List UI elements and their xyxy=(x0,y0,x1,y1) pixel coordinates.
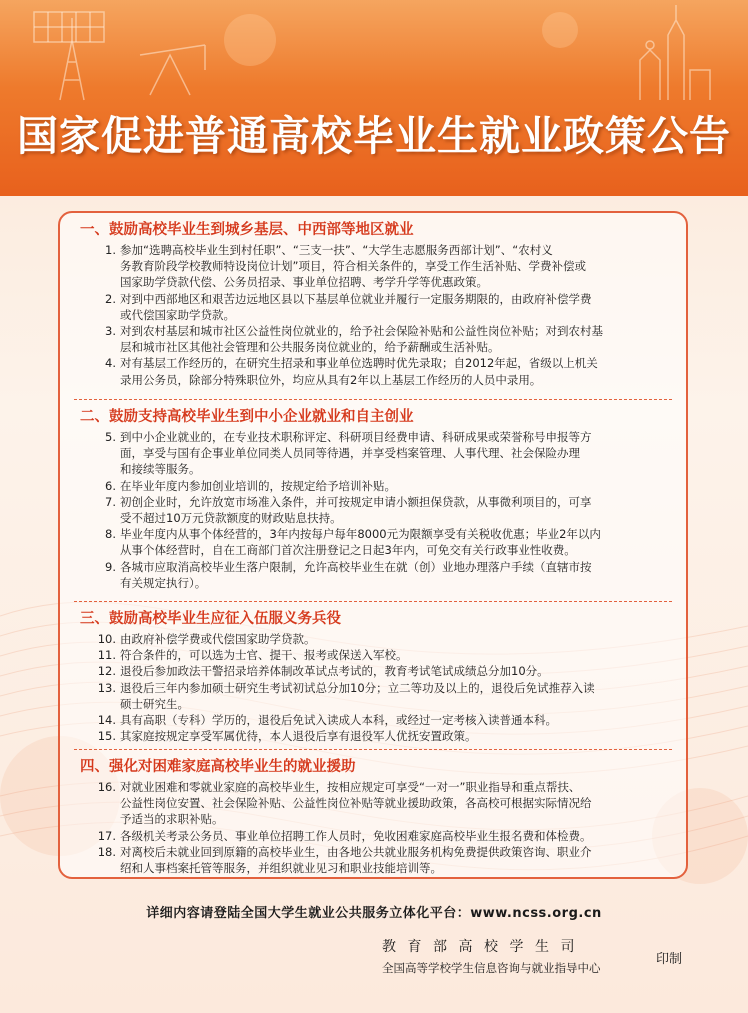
item-number: 11. xyxy=(97,648,116,663)
item-line: 对离校后未就业回到原籍的高校毕业生，由各地公共就业服务机构免费提供政策咨询、职业介 xyxy=(120,844,592,859)
item-line: 初创企业时，允许放宽市场准入条件，并可按规定申请小额担保贷款，从事微利项目的，可享 xyxy=(120,494,592,509)
issuing-office: 教育部高校学生司 xyxy=(382,939,586,955)
item-line: 对有基层工作经历的，在研究生招录和事业单位选聘时优先录取；自2012年起，省级以上机关 xyxy=(120,356,598,371)
printed-label: 印制 xyxy=(656,952,683,967)
issuing-center: 全国高等学校学生信息咨询与就业指导中心 xyxy=(382,961,601,975)
section-title: 四、强化对困难家庭高校毕业生的就业援助 xyxy=(80,759,356,775)
item-number: 14. xyxy=(97,713,116,728)
policy-item xyxy=(76,663,674,679)
section-divider xyxy=(74,749,672,750)
item-number: 6. xyxy=(105,478,116,493)
item-number: 16. xyxy=(97,780,116,794)
item-line: 在毕业年度内参加创业培训的，按规定给予培训补贴。 xyxy=(120,478,396,493)
policy-item xyxy=(76,323,674,355)
item-line: 参加“选聘高校毕业生到村任职”、“三支一扶”、“大学生志愿服务西部计划”、“农村义 xyxy=(120,243,553,257)
item-number: 13. xyxy=(97,680,116,695)
item-line: 绍和人事档案托管等服务，并组织就业见习和职业技能培训等。 xyxy=(120,861,442,876)
item-line: 和接续等服务。 xyxy=(120,462,201,477)
item-number: 15. xyxy=(97,729,116,744)
policy-item xyxy=(76,828,674,844)
section-1 xyxy=(76,221,674,388)
item-line: 国家助学贷款代偿、公务员招录、事业单位招聘、考学升学等优惠政策。 xyxy=(120,275,488,290)
item-number: 8. xyxy=(105,527,116,542)
policy-item xyxy=(76,680,674,712)
item-line: 毕业年度内从事个体经营的，3年内按每户每年8000元为限额享受有关税收优惠；毕业2年以内 xyxy=(120,527,601,542)
item-line: 予适当的求职补贴。 xyxy=(120,812,224,827)
item-number: 3. xyxy=(105,324,116,339)
item-line: 对到中西部地区和艰苦边远地区县以下基层单位就业并履行一定服务期限的，由政府补偿学费 xyxy=(120,291,592,306)
policy-item xyxy=(76,291,674,323)
item-line: 到中小企业就业的，在专业技术职称评定、科研项目经费申请、科研成果或荣誉称号申报等方 xyxy=(120,430,592,444)
policy-item xyxy=(76,779,674,828)
item-number: 2. xyxy=(105,291,116,306)
policy-item xyxy=(76,494,674,526)
policy-item xyxy=(76,647,674,663)
item-line: 由政府补偿学费或代偿国家助学贷款。 xyxy=(120,632,316,646)
section-3 xyxy=(76,610,674,744)
website-line: 详细内容请登陆全国大学生就业公共服务立体化平台：www.ncss.org.cn xyxy=(146,906,602,921)
skyline-decoration xyxy=(0,0,748,196)
item-number: 7. xyxy=(105,494,116,509)
item-line: 或代偿国家助学贷款。 xyxy=(120,307,235,322)
item-number: 5. xyxy=(105,430,116,444)
item-number: 17. xyxy=(97,828,116,843)
policy-item xyxy=(76,712,674,728)
header-banner xyxy=(0,0,748,196)
item-number: 12. xyxy=(97,664,116,679)
item-line: 具有高职（专科）学历的，退役后免试入读成人本科，或经过一定考核入读普通本科。 xyxy=(120,713,557,728)
item-line: 公益性岗位安置、社会保险补贴、公益性岗位补贴等就业援助政策，各高校可根据实际情况给 xyxy=(120,796,592,811)
policy-item xyxy=(76,631,674,647)
section-4 xyxy=(76,758,674,876)
item-line: 各城市应取消高校毕业生落户限制，允许高校毕业生在就（创）业地办理落户手续（直辖市按 xyxy=(120,559,592,574)
policy-item xyxy=(76,728,674,744)
item-line: 各级机关考录公务员、事业单位招聘工作人员时，免收困难家庭高校毕业生报名费和体检费。 xyxy=(120,828,592,843)
item-line: 对就业困难和零就业家庭的高校毕业生，按相应规定可享受“一对一”职业指导和重点帮扶、 xyxy=(120,780,581,794)
item-line: 从事个体经营时，自在工商部门首次注册登记之日起3年内，可免交有关行政事业性收费。 xyxy=(120,543,576,558)
policy-item xyxy=(76,242,674,291)
item-number: 1. xyxy=(105,243,116,257)
policy-item xyxy=(76,844,674,876)
policy-item xyxy=(76,478,674,494)
section-2 xyxy=(76,408,674,591)
policy-item xyxy=(76,355,674,387)
item-line: 硕士研究生。 xyxy=(120,696,189,711)
section-title: 三、鼓励高校毕业生应征入伍服义务兵役 xyxy=(80,611,341,627)
item-line: 层和城市社区其他社会管理和公共服务岗位就业的，给予薪酬或生活补贴。 xyxy=(120,340,500,355)
item-line: 退役后三年内参加硕士研究生考试初试总分加10分；立二等功及以上的，退役后免试推荐入读 xyxy=(120,680,595,695)
section-title: 二、鼓励支持高校毕业生到中小企业就业和自主创业 xyxy=(80,409,414,425)
policy-item xyxy=(76,559,674,591)
section-divider xyxy=(74,601,672,602)
item-line: 受不超过10万元贷款额度的财政贴息扶持。 xyxy=(120,511,342,526)
item-number: 9. xyxy=(105,559,116,574)
item-number: 18. xyxy=(97,844,116,859)
item-line: 务教育阶段学校教师特设岗位计划”项目，符合相关条件的，享受工作生活补贴、学费补偿或 xyxy=(120,259,586,274)
item-number: 4. xyxy=(105,356,116,371)
section-title: 一、鼓励高校毕业生到城乡基层、中西部等地区就业 xyxy=(80,222,414,238)
item-line: 面，享受与国有企事业单位同类人员同等待遇，并享受档案管理、人事代理、社会保险办理 xyxy=(120,446,580,461)
page-title: 国家促进普通高校毕业生就业政策公告 xyxy=(17,112,731,160)
policy-item xyxy=(76,429,674,478)
section-divider xyxy=(74,399,672,400)
item-line: 对到农村基层和城市社区公益性岗位就业的，给予社会保险补贴和公益性岗位补贴；对到农村基 xyxy=(120,324,603,339)
item-number: 10. xyxy=(97,632,116,646)
policy-item xyxy=(76,526,674,558)
item-line: 符合条件的，可以选为士官、提干、报考或保送入军校。 xyxy=(120,648,408,663)
policy-content-box xyxy=(58,211,688,879)
item-line: 有关规定执行）。 xyxy=(120,575,207,590)
item-line: 录用公务员，除部分特殊职位外，均应从具有2年以上基层工作经历的人员中录用。 xyxy=(120,372,542,387)
item-line: 其家庭按规定享受军属优待，本人退役后享有退役军人优抚安置政策。 xyxy=(120,729,477,744)
item-line: 退役后参加政法干警招录培养体制改革试点考试的，教育考试笔试成绩总分加10分。 xyxy=(120,664,549,679)
